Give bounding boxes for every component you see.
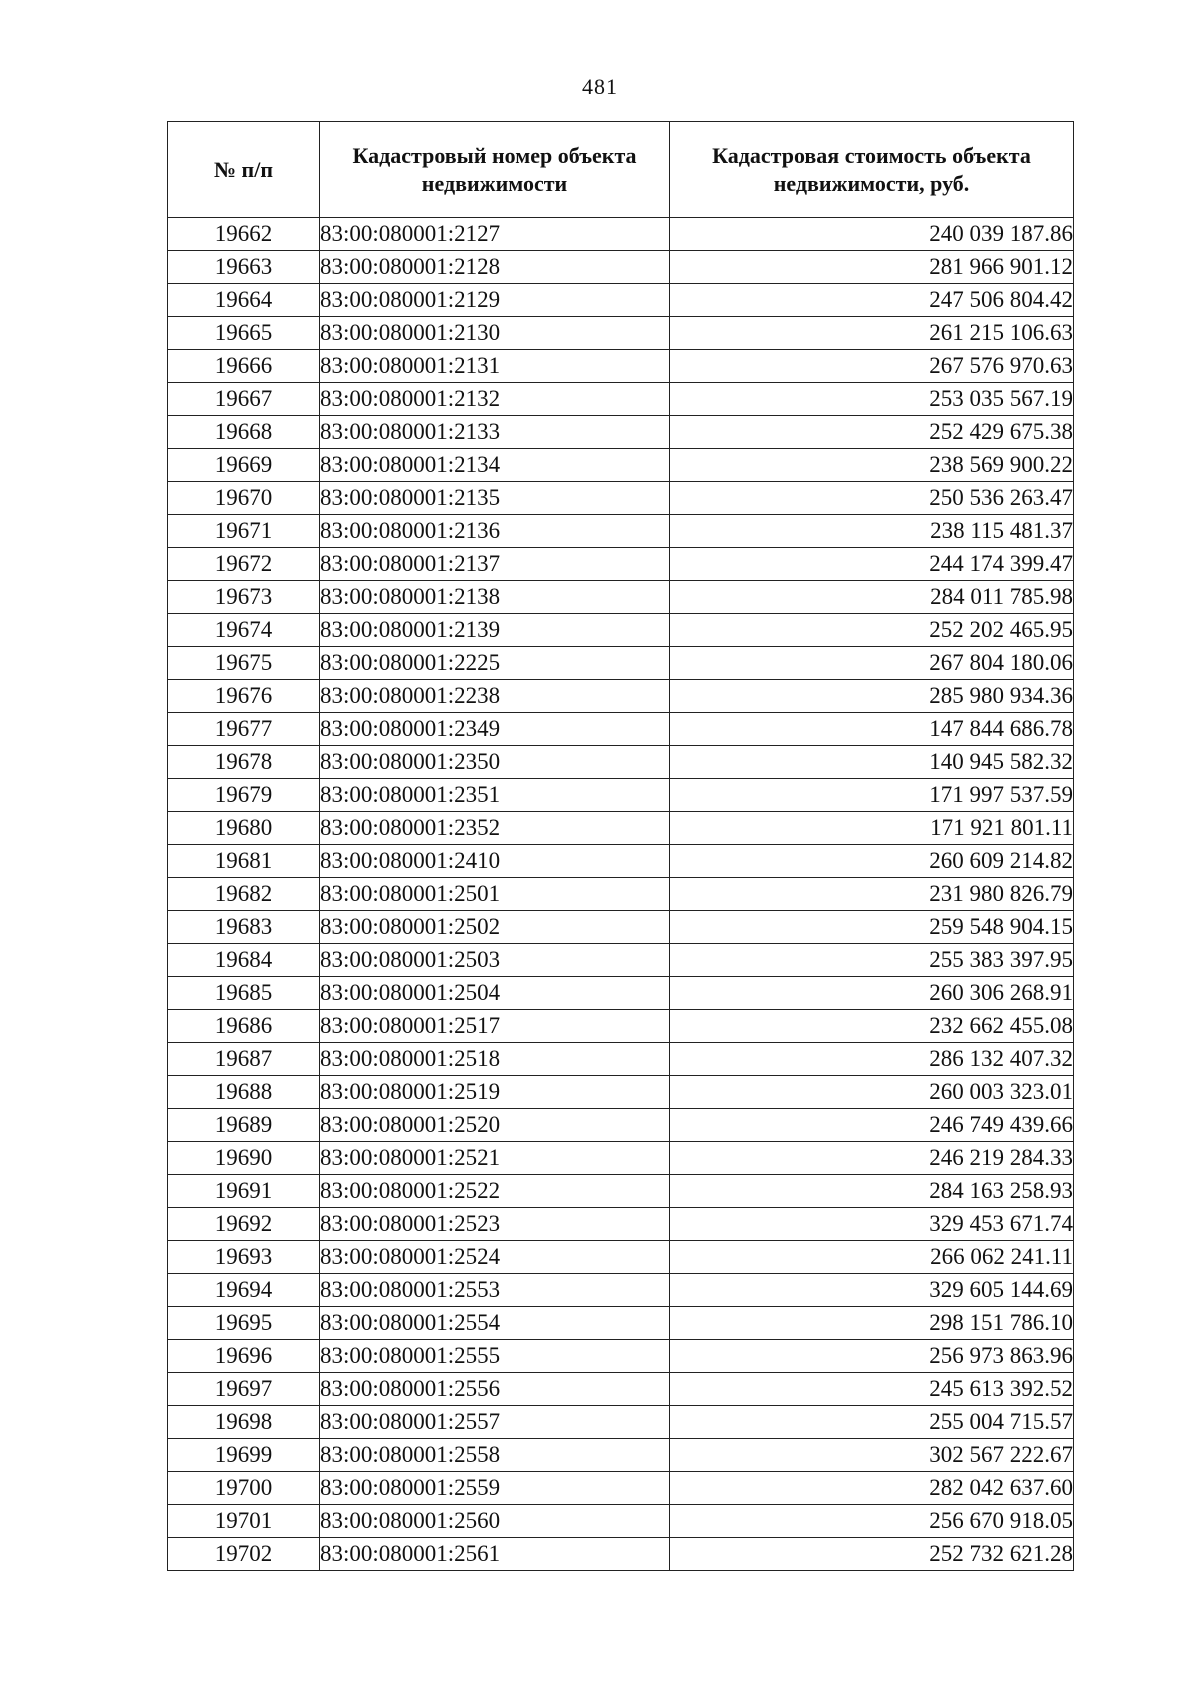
- header-cadastral-value: [670, 122, 1074, 218]
- table-row: [168, 515, 1074, 548]
- cadastral-value-cell: 246 219 284.33: [670, 1142, 1074, 1175]
- cadastral-value-cell: 267 576 970.63: [670, 350, 1074, 383]
- row-number-cell: 19679: [168, 779, 320, 812]
- cadastral-value-cell: 298 151 786.10: [670, 1307, 1074, 1340]
- table-row: [168, 449, 1074, 482]
- header-cadastral-line1: Кадастровый номер объекта: [352, 142, 637, 168]
- cadastral-value-cell: 246 749 439.66: [670, 1109, 1074, 1142]
- cadastral-number-cell: 83:00:080001:2127: [320, 218, 670, 251]
- cadastral-value-cell: 252 202 465.95: [670, 614, 1074, 647]
- table-row: [168, 977, 1074, 1010]
- table-row: [168, 317, 1074, 350]
- table-row: [168, 1307, 1074, 1340]
- row-number-cell: 19701: [168, 1505, 320, 1538]
- cadastral-value-cell: 260 306 268.91: [670, 977, 1074, 1010]
- table-row: [168, 1505, 1074, 1538]
- cadastral-value-cell: 255 383 397.95: [670, 944, 1074, 977]
- row-number-cell: 19669: [168, 449, 320, 482]
- cadastral-value-cell: 329 453 671.74: [670, 1208, 1074, 1241]
- table-row: [168, 614, 1074, 647]
- cadastral-number-cell: 83:00:080001:2225: [320, 647, 670, 680]
- table-row: [168, 1340, 1074, 1373]
- row-number-cell: 19665: [168, 317, 320, 350]
- table-row: [168, 581, 1074, 614]
- row-number-cell: 19668: [168, 416, 320, 449]
- row-number-cell: 19694: [168, 1274, 320, 1307]
- header-value-line2: недвижимости, руб.: [773, 170, 970, 196]
- cadastral-number-cell: 83:00:080001:2238: [320, 680, 670, 713]
- row-number-cell: 19692: [168, 1208, 320, 1241]
- row-number-cell: 19698: [168, 1406, 320, 1439]
- cadastral-number-cell: 83:00:080001:2555: [320, 1340, 670, 1373]
- cadastral-value-cell: 286 132 407.32: [670, 1043, 1074, 1076]
- table-row: [168, 1076, 1074, 1109]
- table-row: [168, 911, 1074, 944]
- cadastral-value-cell: 252 732 621.28: [670, 1538, 1074, 1571]
- cadastral-number-cell: 83:00:080001:2351: [320, 779, 670, 812]
- table-row: [168, 1373, 1074, 1406]
- table-row: [168, 1274, 1074, 1307]
- cadastral-value-cell: 256 973 863.96: [670, 1340, 1074, 1373]
- table-row: [168, 1439, 1074, 1472]
- table-row: [168, 746, 1074, 779]
- cadastral-value-cell: 261 215 106.63: [670, 317, 1074, 350]
- cadastral-value-cell: 260 609 214.82: [670, 845, 1074, 878]
- cadastral-number-cell: 83:00:080001:2556: [320, 1373, 670, 1406]
- cadastral-value-cell: 171 921 801.11: [670, 812, 1074, 845]
- table-row: [168, 1142, 1074, 1175]
- row-number-cell: 19671: [168, 515, 320, 548]
- row-number-cell: 19675: [168, 647, 320, 680]
- cadastral-value-cell: 302 567 222.67: [670, 1439, 1074, 1472]
- row-number-cell: 19695: [168, 1307, 320, 1340]
- cadastral-number-cell: 83:00:080001:2522: [320, 1175, 670, 1208]
- table-body: [168, 218, 1074, 1571]
- row-number-cell: 19680: [168, 812, 320, 845]
- cadastral-value-cell: 281 966 901.12: [670, 251, 1074, 284]
- cadastral-value-cell: 247 506 804.42: [670, 284, 1074, 317]
- cadastral-number-cell: 83:00:080001:2520: [320, 1109, 670, 1142]
- row-number-cell: 19689: [168, 1109, 320, 1142]
- cadastral-number-cell: 83:00:080001:2350: [320, 746, 670, 779]
- table-row: [168, 482, 1074, 515]
- cadastral-value-cell: 266 062 241.11: [670, 1241, 1074, 1274]
- table-row: [168, 350, 1074, 383]
- table-row: [168, 218, 1074, 251]
- cadastral-value-cell: 253 035 567.19: [670, 383, 1074, 416]
- table-row: [168, 713, 1074, 746]
- cadastral-number-cell: 83:00:080001:2560: [320, 1505, 670, 1538]
- header-cadastral-number: [320, 122, 670, 218]
- cadastral-number-cell: 83:00:080001:2521: [320, 1142, 670, 1175]
- table-row: [168, 284, 1074, 317]
- cadastral-number-cell: 83:00:080001:2501: [320, 878, 670, 911]
- cadastral-number-cell: 83:00:080001:2519: [320, 1076, 670, 1109]
- row-number-cell: 19684: [168, 944, 320, 977]
- cadastral-value-cell: 252 429 675.38: [670, 416, 1074, 449]
- cadastral-number-cell: 83:00:080001:2134: [320, 449, 670, 482]
- cadastral-number-cell: 83:00:080001:2504: [320, 977, 670, 1010]
- header-num-label: № п/п: [213, 156, 274, 182]
- table-row: [168, 647, 1074, 680]
- cadastral-value-cell: 238 569 900.22: [670, 449, 1074, 482]
- cadastral-number-cell: 83:00:080001:2561: [320, 1538, 670, 1571]
- row-number-cell: 19702: [168, 1538, 320, 1571]
- row-number-cell: 19697: [168, 1373, 320, 1406]
- table-row: [168, 845, 1074, 878]
- row-number-cell: 19682: [168, 878, 320, 911]
- table-row: [168, 812, 1074, 845]
- cadastral-number-cell: 83:00:080001:2558: [320, 1439, 670, 1472]
- cadastral-number-cell: 83:00:080001:2132: [320, 383, 670, 416]
- table-row: [168, 1538, 1074, 1571]
- row-number-cell: 19681: [168, 845, 320, 878]
- table-row: [168, 1043, 1074, 1076]
- cadastral-value-cell: 284 011 785.98: [670, 581, 1074, 614]
- row-number-cell: 19676: [168, 680, 320, 713]
- cadastral-number-cell: 83:00:080001:2136: [320, 515, 670, 548]
- cadastral-number-cell: 83:00:080001:2557: [320, 1406, 670, 1439]
- cadastral-value-cell: 245 613 392.52: [670, 1373, 1074, 1406]
- row-number-cell: 19696: [168, 1340, 320, 1373]
- row-number-cell: 19686: [168, 1010, 320, 1043]
- row-number-cell: 19700: [168, 1472, 320, 1505]
- table-row: [168, 1175, 1074, 1208]
- row-number-cell: 19662: [168, 218, 320, 251]
- table-row: [168, 383, 1074, 416]
- row-number-cell: 19664: [168, 284, 320, 317]
- row-number-cell: 19693: [168, 1241, 320, 1274]
- cadastral-number-cell: 83:00:080001:2553: [320, 1274, 670, 1307]
- cadastral-number-cell: 83:00:080001:2130: [320, 317, 670, 350]
- table-row: [168, 251, 1074, 284]
- table-row: [168, 1010, 1074, 1043]
- cadastral-value-cell: 282 042 637.60: [670, 1472, 1074, 1505]
- cadastral-number-cell: 83:00:080001:2352: [320, 812, 670, 845]
- cadastral-number-cell: 83:00:080001:2503: [320, 944, 670, 977]
- cadastral-value-cell: 232 662 455.08: [670, 1010, 1074, 1043]
- cadastral-number-cell: 83:00:080001:2410: [320, 845, 670, 878]
- cadastral-number-cell: 83:00:080001:2523: [320, 1208, 670, 1241]
- cadastral-number-cell: 83:00:080001:2133: [320, 416, 670, 449]
- row-number-cell: 19672: [168, 548, 320, 581]
- cadastral-number-cell: 83:00:080001:2131: [320, 350, 670, 383]
- cadastral-number-cell: 83:00:080001:2502: [320, 911, 670, 944]
- cadastral-value-cell: 244 174 399.47: [670, 548, 1074, 581]
- row-number-cell: 19678: [168, 746, 320, 779]
- table-row: [168, 878, 1074, 911]
- table-row: [168, 1472, 1074, 1505]
- table-row: [168, 416, 1074, 449]
- row-number-cell: 19674: [168, 614, 320, 647]
- cadastral-value-cell: 259 548 904.15: [670, 911, 1074, 944]
- table-row: [168, 1109, 1074, 1142]
- cadastral-value-table: [167, 121, 1074, 1571]
- cadastral-number-cell: 83:00:080001:2524: [320, 1241, 670, 1274]
- table-row: [168, 944, 1074, 977]
- table-header: [168, 122, 1074, 218]
- cadastral-number-cell: 83:00:080001:2138: [320, 581, 670, 614]
- cadastral-number-cell: 83:00:080001:2517: [320, 1010, 670, 1043]
- header-cadastral-line2: недвижимости: [421, 170, 568, 196]
- row-number-cell: 19699: [168, 1439, 320, 1472]
- cadastral-value-cell: 238 115 481.37: [670, 515, 1074, 548]
- cadastral-value-cell: 171 997 537.59: [670, 779, 1074, 812]
- cadastral-number-cell: 83:00:080001:2129: [320, 284, 670, 317]
- cadastral-value-cell: 255 004 715.57: [670, 1406, 1074, 1439]
- cadastral-number-cell: 83:00:080001:2137: [320, 548, 670, 581]
- cadastral-number-cell: 83:00:080001:2554: [320, 1307, 670, 1340]
- cadastral-value-cell: 147 844 686.78: [670, 713, 1074, 746]
- cadastral-number-cell: 83:00:080001:2559: [320, 1472, 670, 1505]
- row-number-cell: 19667: [168, 383, 320, 416]
- cadastral-value-cell: 140 945 582.32: [670, 746, 1074, 779]
- row-number-cell: 19673: [168, 581, 320, 614]
- cadastral-number-cell: 83:00:080001:2128: [320, 251, 670, 284]
- cadastral-value-cell: 267 804 180.06: [670, 647, 1074, 680]
- table-row: [168, 548, 1074, 581]
- row-number-cell: 19670: [168, 482, 320, 515]
- header-row: [168, 122, 1074, 218]
- cadastral-number-cell: 83:00:080001:2518: [320, 1043, 670, 1076]
- header-num: [168, 122, 320, 218]
- cadastral-value-cell: 231 980 826.79: [670, 878, 1074, 911]
- row-number-cell: 19690: [168, 1142, 320, 1175]
- cadastral-value-cell: 240 039 187.86: [670, 218, 1074, 251]
- table-row: [168, 1208, 1074, 1241]
- row-number-cell: 19666: [168, 350, 320, 383]
- row-number-cell: 19663: [168, 251, 320, 284]
- cadastral-value-cell: 329 605 144.69: [670, 1274, 1074, 1307]
- cadastral-number-cell: 83:00:080001:2135: [320, 482, 670, 515]
- header-value-line1: Кадастровая стоимость объекта: [712, 142, 1031, 168]
- cadastral-value-cell: 284 163 258.93: [670, 1175, 1074, 1208]
- row-number-cell: 19685: [168, 977, 320, 1010]
- cadastral-number-cell: 83:00:080001:2349: [320, 713, 670, 746]
- page-number: 481: [582, 74, 618, 99]
- cadastral-value-cell: 285 980 934.36: [670, 680, 1074, 713]
- table-row: [168, 1406, 1074, 1439]
- row-number-cell: 19687: [168, 1043, 320, 1076]
- row-number-cell: 19677: [168, 713, 320, 746]
- row-number-cell: 19688: [168, 1076, 320, 1109]
- cadastral-number-cell: 83:00:080001:2139: [320, 614, 670, 647]
- cadastral-value-cell: 260 003 323.01: [670, 1076, 1074, 1109]
- cadastral-value-cell: 250 536 263.47: [670, 482, 1074, 515]
- table-row: [168, 680, 1074, 713]
- table-row: [168, 779, 1074, 812]
- row-number-cell: 19691: [168, 1175, 320, 1208]
- cadastral-value-cell: 256 670 918.05: [670, 1505, 1074, 1538]
- table-row: [168, 1241, 1074, 1274]
- row-number-cell: 19683: [168, 911, 320, 944]
